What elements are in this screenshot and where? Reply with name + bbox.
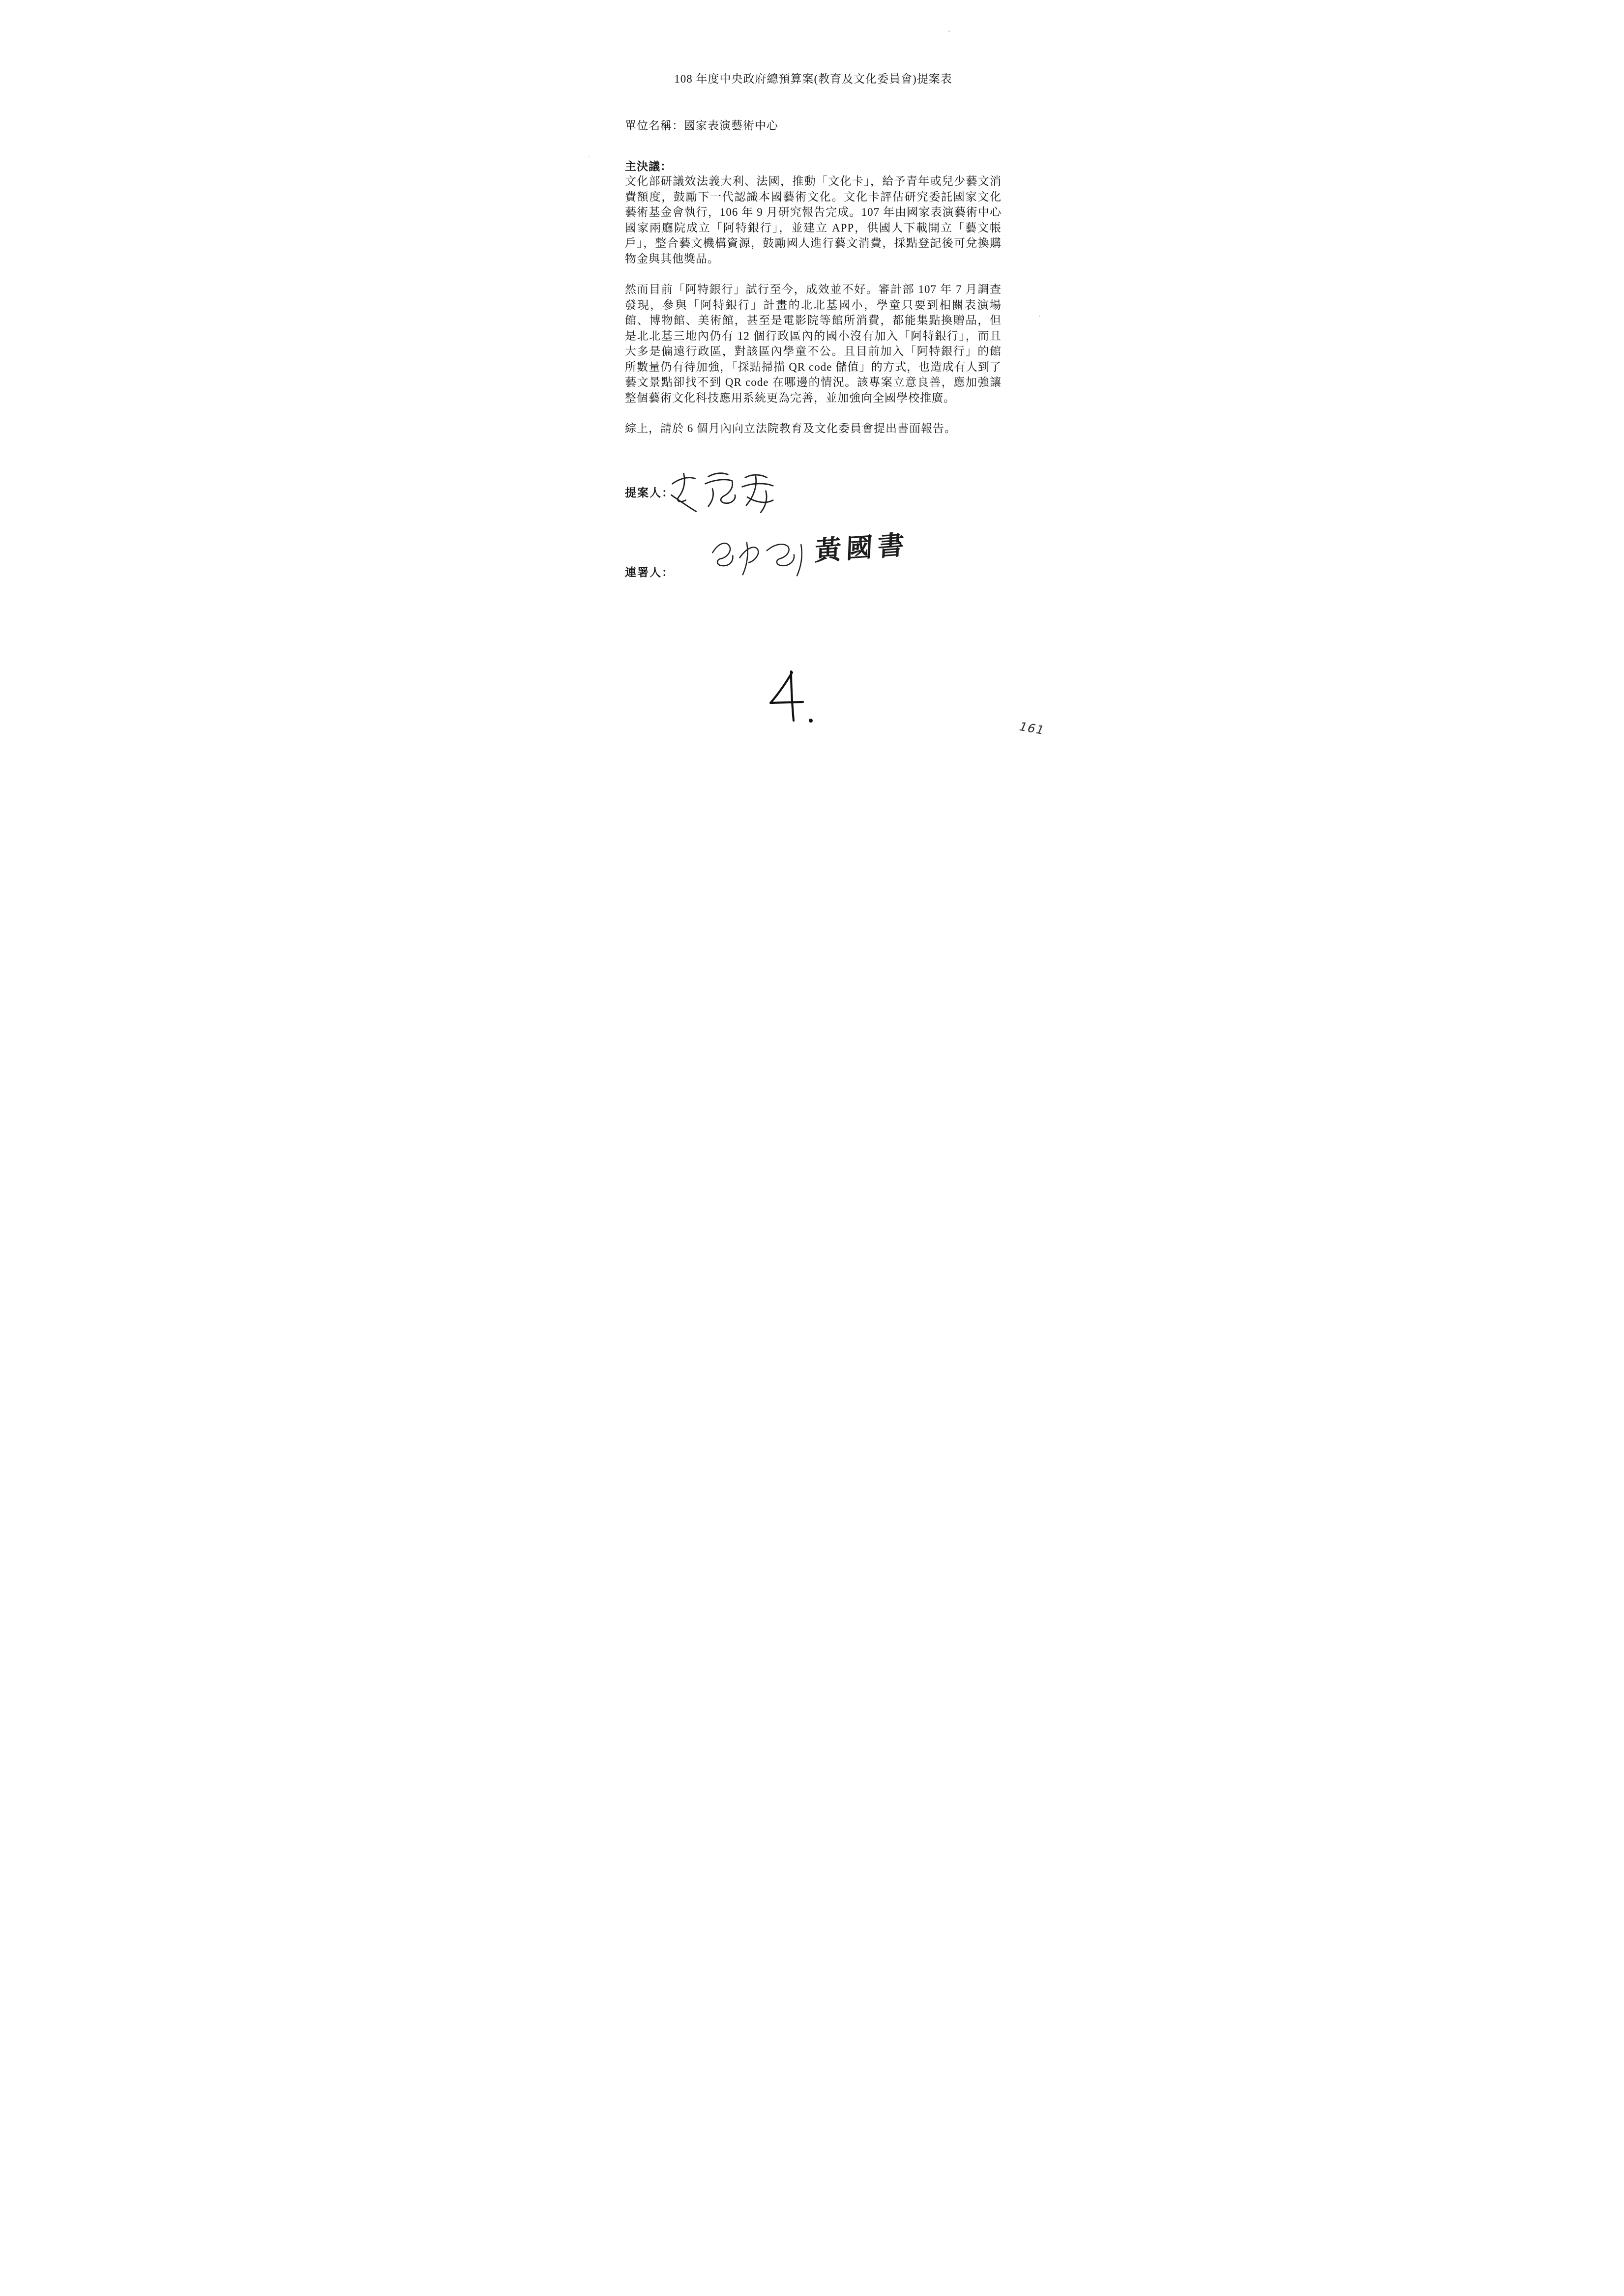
scan-noise-dot <box>589 156 590 157</box>
scanned-document-page <box>541 0 1083 765</box>
document-title: 108 年度中央政府總預算案(教育及文化委員會)提案表 <box>674 73 952 85</box>
proposer-label: 提案人： <box>625 487 674 499</box>
resolution-paragraph-1: 文化部研議效法義大利、法國，推動「文化卡」，給予青年或兒少藝文消費額度，鼓勵下一代認識本國藝術文化。文化卡評估研究委託國家文化藝術基金會執行，106 年 9 月研究報告完成。107 年由國家表演藝術中心國家兩廳院成立「阿特銀行」，並建立 APP，供國人下載開立「藝文帳戶」，整合藝文機構資源，鼓勵國人進行藝文消費，採點登記後可兌換購物金與其他獎品。 <box>625 175 1002 265</box>
cosigner-label: 連署人： <box>625 566 674 579</box>
handwritten-page-number-icon <box>764 668 827 727</box>
proposer-signature-icon <box>665 467 783 521</box>
cosigner-signature-icon <box>705 532 820 583</box>
resolution-heading: 主決議： <box>625 160 672 173</box>
document-body <box>625 70 1002 436</box>
unit-name-line: 單位名稱：國家表演藝術中心 <box>625 119 778 132</box>
scan-noise-dot <box>948 30 950 32</box>
corner-page-note: 161 <box>1017 720 1047 737</box>
resolution-paragraph-2: 然而目前「阿特銀行」試行至今，成效並不好。審計部 107 年 7 月調查發現，參與「阿特銀行」計畫的北北基國小，學童只要到相關表演場館、博物館、美術館，甚至是電影院等館所消費，都能集點換贈品，但是北北基三地內仍有 12 個行政區內的國小沒有加入「阿特銀行」，而且大多是偏遠行政區，對該區內學童不公。且目前加入「阿特銀行」的館所數量仍有待加強，「採點掃描 QR code 儲值」的方式，也造成有人到了藝文景點卻找不到 QR code 在哪邊的情況。該專案立意良善，應加強讓整個藝術文化科技應用系統更為完善，並加強向全國學校推廣。 <box>625 283 1002 404</box>
scan-noise-dot <box>1039 316 1040 317</box>
cosigner-signature-name: 黃國書 <box>814 530 910 566</box>
closing-paragraph: 綜上，請於 6 個月內向立法院教育及文化委員會提出書面報告。 <box>625 422 956 435</box>
